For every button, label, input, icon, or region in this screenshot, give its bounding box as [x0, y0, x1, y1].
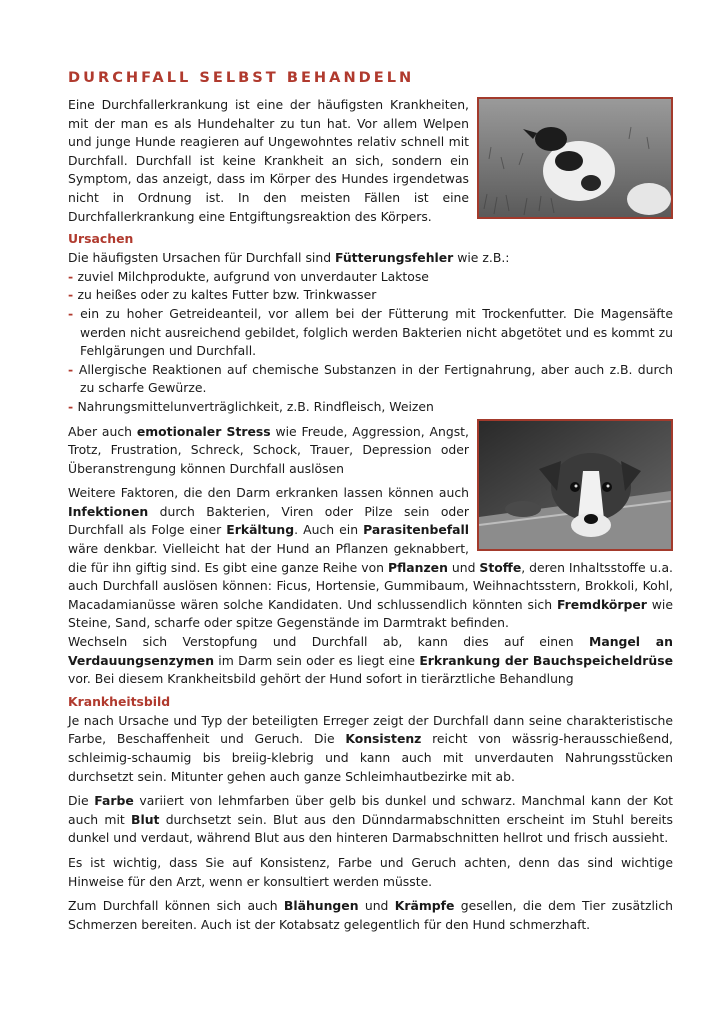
list-item: - Allergische Reaktionen auf chemische Substanzen in der Fertignahrung, aber auch z.B. durch zu scharfe Gewürze. — [68, 361, 673, 396]
hinweis-paragraph: Es ist wichtig, dass Sie auf Konsistenz, Farbe und Geruch achten, denn das sind wichtige Hinweise für den Arzt, wenn er konsultiert werden müsste. — [68, 854, 673, 889]
konsistenz-paragraph: Je nach Ursache und Typ der beteiligten Erreger zeigt der Durchfall dann seine charakteristische Farbe, Beschaffenheit und Geruch. Die Konsistenz reicht von wässrig-herausschießend, schleimig-schaumig bis breiig-klebrig und kann auch mit unverdauten Nahrungsstücken durchsetzt sein. Mitunter gehen auch ganze Schleimhautbezirke mit ab. — [68, 712, 673, 784]
dog-lying-photo — [477, 419, 673, 551]
blaehungen-paragraph: Zum Durchfall können sich auch Blähungen und Krämpfe gesellen, die dem Tier zusätzlich Schmerzen bereiten. Auch ist der Kotabsatz gelegentlich für den Hund schmerzhaft. — [68, 898, 674, 932]
weitere-faktoren-paragraph: Weitere Faktoren, die den Darm erkranken lassen können auch Infektionen durch Bakterien, Viren oder Pilze sein oder Durchfall als Folge einer Erkältung. Auch ein Parasitenbefall wäre denkbar. Vielleicht hat der Hund an Pflanzen geknabbert, die für ihn giftig sind. Es gibt eine ganze Reihe von Pflanzen und Stoffe, deren Inhaltsstoffe u.a. auch Durchfall auslösen können: Ficus, Hortensie, Gummibaum, Weihnachtsstern, Brokkoli, Kohl, Macadamianüsse wären solche Kandidaten. Und schlussendlich könnten sich Fremdkörper wie Steine, Sand, scharfe oder spitze Gegenstände im Darmtrakt befinden. — [68, 485, 673, 631]
list-item: - Nahrungsmittelunverträglichkeit, z.B. Rindfleisch, Weizen — [68, 398, 434, 414]
list-item: - zuviel Milchprodukte, aufgrund von unverdauter Laktose — [68, 268, 429, 284]
ursachen-list — [68, 268, 673, 417]
document-page — [68, 68, 673, 934]
list-item: - ein zu hoher Getreideanteil, vor allem bei der Fütterung mit Trockenfutter. Die Magensäfte werden nicht ausreichend gebildet, folglich werden Bakterien nicht abgetötet und es kommt zu Fehlgärungen und Durchfall. — [68, 305, 673, 359]
wechsel-paragraph: Wechseln sich Verstopfung und Durchfall ab, kann dies auf einen Mangel an Verdauungsenzymen im Darm sein oder es liegt eine Erkrankung der Bauchspeicheldrüse vor. Bei diesem Krankheitsbild gehört der Hund sofort in tierärztliche Behandlung — [68, 634, 673, 687]
dog-grass-photo — [477, 97, 673, 219]
section-heading-krankheitsbild: Krankheitsbild — [68, 693, 171, 709]
section-heading-ursachen: Ursachen — [68, 231, 134, 247]
farbe-paragraph: Die Farbe variiert von lehmfarben über gelb bis dunkel und schwarz. Manchmal kann der Kot auch mit Blut durchsetzt sein. Blut aus den Dünndarmabschnitten erscheint im Stuhl bereits dunkel und verdaut, während Blut aus den hinteren Darmabschnitten hellrot und frisch aussieht. — [68, 793, 674, 846]
ursachen-lead: Die häufigsten Ursachen für Durchfall sind Fütterungsfehler wie z.B.: — [68, 250, 510, 266]
list-item: - zu heißes oder zu kaltes Futter bzw. Trinkwasser — [68, 287, 377, 303]
page-title: DURCHFALL SELBST BEHANDELN — [68, 69, 415, 86]
stress-paragraph: Aber auch emotionaler Stress wie Freude, Aggression, Angst, Trotz, Frustration, Schreck, Schock, Trauer, Depression oder Überanstrengung können Durchfall auslösen — [68, 423, 469, 476]
intro-paragraph: Eine Durchfallerkrankung ist eine der häufigsten Krankheiten, mit der man es als Hundehalter zu tun hat. Vor allem Welpen und junge Hunde reagieren auf Ungewohntes relativ schnell mit Durchfall. Durchfall ist keine Krankheit an sich, sondern ein Symptom, das anzeigt, dass im Körper des Hundes irgendetwas nicht in Ordnung ist. In den meisten Fällen ist eine Durchfallerkrankung eine Entgiftungsreaktion des Körpers. — [68, 97, 469, 224]
